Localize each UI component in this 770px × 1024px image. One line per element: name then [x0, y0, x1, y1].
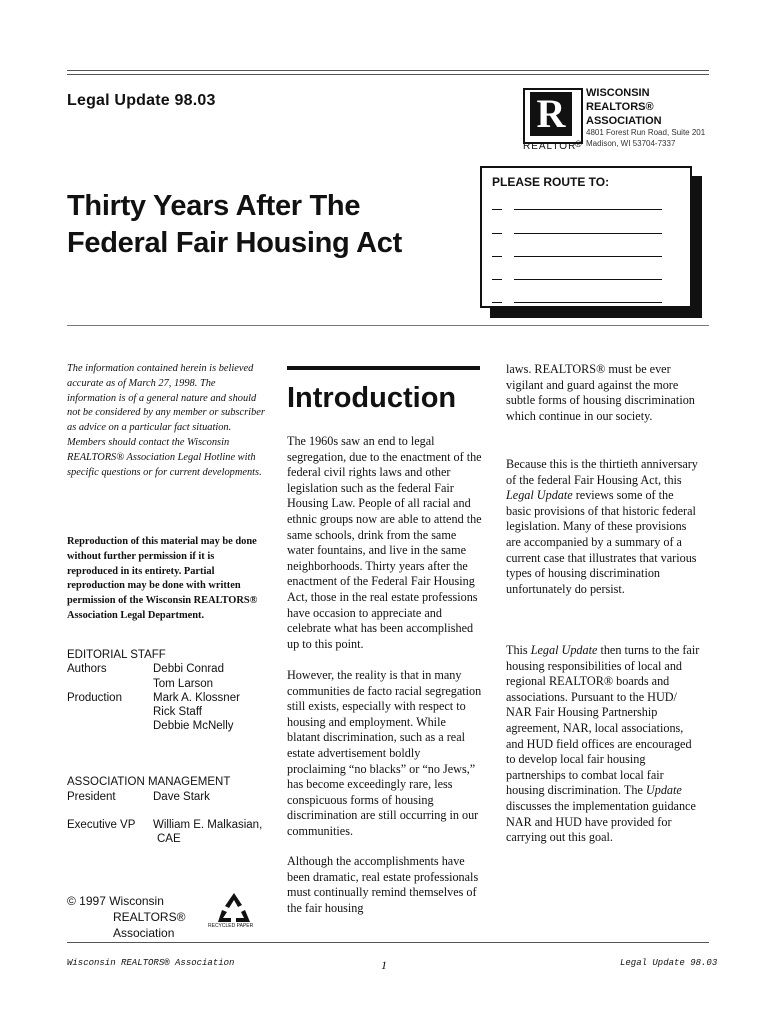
association-management-heading: ASSOCIATION MANAGEMENT [67, 776, 231, 788]
association-name-line-2: REALTORS® [586, 101, 654, 113]
association-name-line-3: ASSOCIATION [586, 115, 662, 127]
right-paragraph-2-text-b: reviews some of the basic provisions of that historic federal legislation. Many of these provisions are accompanied by a summary of a current case that illustrates that various types of housing discrimination unfortunately do persist. [506, 488, 697, 596]
update-ref: Update [645, 783, 682, 798]
authors-label: Authors [67, 663, 107, 675]
footer-left: Wisconsin REALTORS® Association [67, 958, 235, 968]
recycle-text: RECYCLED PAPER [208, 923, 254, 929]
executive-vp-title: CAE [157, 833, 181, 845]
president-label: President [67, 791, 116, 803]
copyright-line-2: REALTORS® [113, 910, 186, 924]
executive-vp-name: William E. Malkasian, [153, 819, 263, 831]
intro-paragraph-3: Although the accomplishments have been dramatic, real estate professionals must continually remind themselves of the fair housing [287, 854, 479, 915]
route-line[interactable] [492, 245, 662, 255]
intro-paragraph-1: The 1960s saw an end to legal segregation, due to the enactment of the federal civil rights laws and other legislation such as the federal Fair Housing Law. People of all racial and ethnic groups now are able to attend the same schools, drink from the same water fountains, and live in the same neighborhoods. Thirty years after the enactment of the Federal Fair Housing Act, those in the real estate professions have occasion to appreciate and celebrate what has been accomplished up to this point. [287, 434, 482, 651]
right-paragraph-3-text-a: This [506, 643, 531, 657]
reproduction-notice: Reproduction of this material may be done without further permission if it is reproduced in its entirety. Partial reproduction may be done with written permission of the Wisconsin REALTORS® Association Legal Department. [67, 536, 258, 621]
right-paragraph-1: laws. REALTORS® must be ever vigilant and guard against the more subtle forms of housing discrimination which continue in our society. [506, 362, 695, 423]
section-heading: Introduction [287, 382, 457, 414]
production-name: Debbie McNelly [153, 720, 234, 732]
right-paragraph-3 [506, 643, 701, 846]
page-title-line-1: Thirty Years After The [67, 190, 361, 222]
realtor-logo-letter: R [530, 92, 572, 136]
page-number: 1 [381, 958, 387, 972]
section-rule [67, 325, 709, 326]
address-line-1: 4801 Forest Run Road, Suite 201 [586, 128, 706, 137]
page-title [67, 188, 467, 262]
footer-right: Legal Update 98.03 [620, 958, 718, 968]
association-name-line-1: WISCONSIN [586, 87, 650, 99]
production-name: Rick Staff [153, 706, 202, 718]
route-line[interactable] [492, 268, 662, 278]
recycle-icon [208, 890, 256, 932]
copyright-line-1: © 1997 Wisconsin [67, 894, 164, 908]
route-line[interactable] [492, 222, 662, 232]
president-name: Dave Stark [153, 791, 210, 803]
author-name: Debbi Conrad [153, 663, 224, 675]
association-address [586, 127, 716, 149]
top-rule [67, 70, 709, 71]
route-line[interactable] [492, 198, 662, 208]
intro-paragraph-2: However, the reality is that in many communities de facto racial segregation still exists, especially with respect to housing and employment. While blatant discrimination, such as a real estate advertisement boldly proclaiming “no blacks” or “no Jews,” has become exceedingly rare, less conspicuous forms of housing discrimination are still occurring in our communities. [287, 668, 482, 838]
realtor-logo-reg: ® [575, 139, 582, 149]
address-line-2: Madison, WI 53704-7337 [586, 139, 676, 148]
right-paragraph-3-text-c: discusses the implementation guidance NAR and HUD have provided for carrying out this goal. [506, 798, 696, 845]
page-title-line-2: Federal Fair Housing Act [67, 227, 402, 259]
right-paragraph-2 [506, 457, 701, 597]
author-name: Tom Larson [153, 678, 214, 690]
production-label: Production [67, 692, 122, 704]
editorial-staff-heading: EDITORIAL STAFF [67, 649, 166, 661]
route-line[interactable] [492, 291, 662, 301]
top-rule-2 [67, 74, 709, 75]
legal-update-ref: Legal Update [530, 643, 598, 657]
copyright-line-3: Association [113, 926, 175, 940]
copyright-notice [67, 893, 185, 941]
intro-bar [287, 366, 480, 370]
route-label: PLEASE ROUTE TO: [492, 175, 610, 189]
disclaimer-text: The information contained herein is believed accurate as of March 27, 1998. The information is of a general nature and should not be considered by any member or subscriber as advice on a particular fact situation. Members should contact the Wisconsin REALTORS® Association Legal Hotline with specific questions or for current developments. [67, 363, 265, 478]
right-paragraph-2-text-a: Because this is the thirtieth anniversary of the federal Fair Housing Act, this [506, 457, 698, 487]
production-name: Mark A. Klossner [153, 692, 240, 704]
legal-update-label: Legal Update 98.03 [67, 92, 216, 109]
right-paragraph-3-text-b: then turns to the fair housing responsibilities of local and regional REALTOR® boards and associations. Pursuant to the HUD/ NAR Fair Housing Partnership agreement, NAR, local associations, and HUD field offices are encouraged to develop local fair housing partnerships to combat local fair housing discrimination. The [506, 643, 700, 798]
realtor-logo-text: REALTOR [523, 141, 577, 152]
legal-update-ref: Legal Update [506, 488, 573, 503]
association-name [586, 86, 706, 128]
footer-rule [67, 942, 709, 943]
executive-vp-label: Executive VP [67, 819, 136, 831]
